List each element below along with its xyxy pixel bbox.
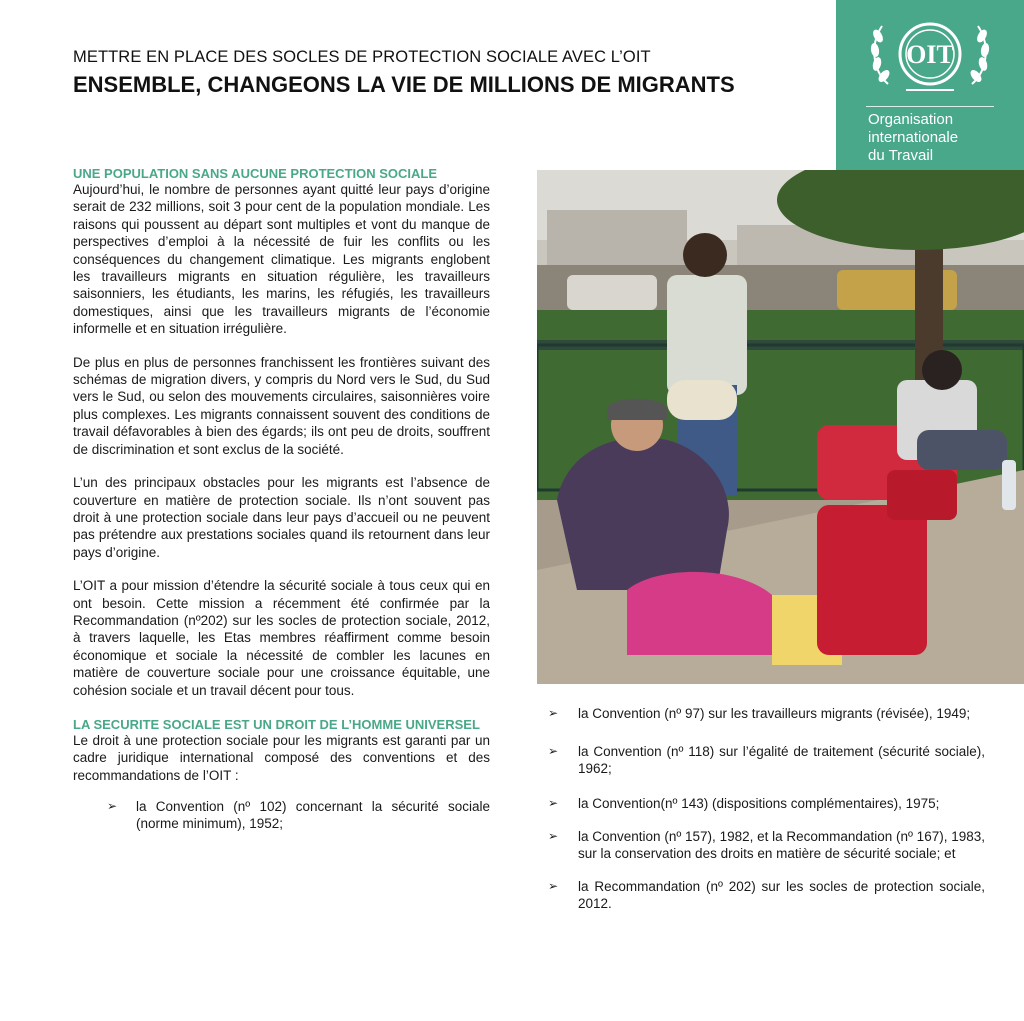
page-kicker: METTRE EN PLACE DES SOCLES DE PROTECTION SOCIALE AVEC L’OIT: [73, 48, 651, 66]
emblem-text: OIT: [906, 40, 954, 69]
recommendation-202-text: la Recommandation (nº 202) sur les socles de protection sociale, 2012.: [578, 879, 985, 911]
ilo-emblem-icon: [866, 14, 994, 96]
arrow-bullet-icon: ➢: [548, 706, 559, 720]
arrow-bullet-icon: ➢: [548, 829, 559, 843]
convention-118-text: la Convention (nº 118) sur l’égalité de traitement (sécurité sociale), 1962;: [578, 744, 985, 776]
list-item: [73, 798, 490, 832]
convention-97-text: la Convention (nº 97) sur les travailleurs migrants (révisée), 1949;: [578, 706, 971, 721]
logo-line-3: du Travail: [868, 147, 934, 164]
left-column: [73, 166, 490, 832]
paragraph-1: Aujourd’hui, le nombre de personnes ayant quitté leur pays d’origine serait de 232 millions, soit 3 pour cent de la population mondiale. Les raisons qui poussent au départ sont multiples et vont du manque de perspectives d’emploi à la nécessité de fuir les conflits ou les conséquences du changement climatique. Les migrants englobent les travailleurs migrants en situation régulière, les travailleurs saisonniers, les étudiants, les marins, les réfugiés, les travailleurs domestiques, ainsi que les travailleurs migrants de l’économie informelle et en situation irrégulière.: [73, 182, 490, 337]
convention-102-text: la Convention (nº 102) concernant la sécurité sociale (norme minimum), 1952;: [136, 799, 490, 832]
logo-wordmark: [868, 111, 958, 165]
section-heading-droit: LA SECURITE SOCIALE EST UN DROIT DE L’HOMME UNIVERSEL: [73, 716, 480, 732]
migrants-photo: [537, 170, 1024, 684]
arrow-bullet-icon: ➢: [107, 799, 118, 814]
paragraph-intro-legal: Le droit à une protection sociale pour les migrants est garanti par un cadre juridique international composé des conventions et des recommandations de l’OIT :: [73, 732, 490, 783]
logo-line-2: internationale: [868, 129, 959, 146]
arrow-bullet-icon: ➢: [548, 796, 559, 810]
arrow-bullet-icon: ➢: [548, 744, 559, 758]
convention-143-text: la Convention(nº 143) (dispositions complémentaires), 1975;: [578, 796, 940, 811]
convention-157-text: la Convention (nº 157), 1982, et la Recommandation (nº 167), 1983, sur la conservation des droits en matière de sécurité sociale; et: [578, 829, 985, 861]
ilo-logo-panel: [836, 0, 1024, 170]
conventions-list: [548, 705, 985, 912]
logo-divider: [866, 106, 994, 107]
list-item: [548, 743, 985, 777]
arrow-bullet-icon: ➢: [548, 879, 559, 893]
section-heading-population: UNE POPULATION SANS AUCUNE PROTECTION SOCIALE: [73, 166, 438, 181]
page-title: ENSEMBLE, CHANGEONS LA VIE DE MILLIONS DE MIGRANTS: [73, 72, 735, 97]
list-item: [548, 705, 985, 722]
list-item: [548, 878, 985, 912]
paragraph-3: L’un des principaux obstacles pour les migrants est l’absence de couverture en matière de protection sociale. Ils n’ont souvent pas droit à une protection sociale dans leur pays d’accueil ou ne peuvent pas prétendre aux prestations sociales quand ils retournent dans leur pays d’origine.: [73, 475, 490, 560]
list-item: [548, 795, 985, 812]
paragraph-2: De plus en plus de personnes franchissent les frontières suivant des schémas de migration divers, y compris du Nord vers le Sud, du Sud vers le Sud, ou selon des mouvements circulaires, saisonnières voire plus complexes. Les migrants connaissent souvent des conditions de travail défavorables à bien des égards; ils ont peu de droits, souffrent de discrimination et sont exclus de la société.: [73, 354, 490, 457]
paragraph-4: L’OIT a pour mission d’étendre la sécurité sociale à tous ceux qui en ont besoin. Cette mission a récemment été confirmée par la Recommandation (nº202) sur les socles de protection sociale, 2012, à travers laquelle, les Etas membres réaffirment comme besoin économique et sociale la nécessité de combler les lacunes en matière de couverture sociale pour une croissance équitable, une cohésion sociale et un travail décent pour tous.: [73, 578, 490, 698]
list-item: [548, 828, 985, 862]
logo-line-1: Organisation: [868, 111, 954, 128]
